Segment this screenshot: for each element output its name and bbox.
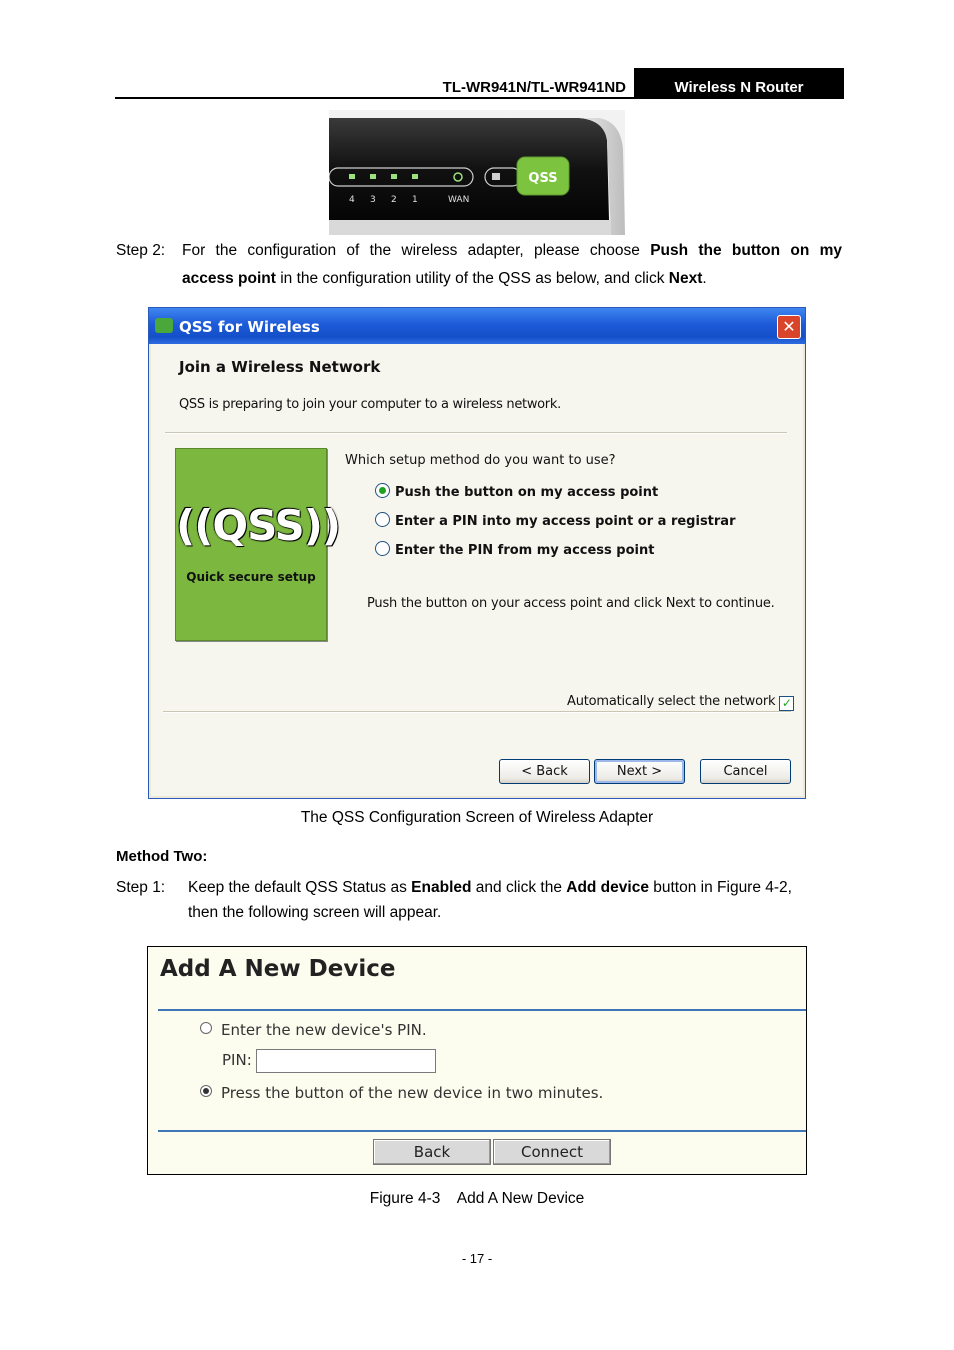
radio-push-button[interactable] [375,483,658,500]
radio-icon[interactable] [375,512,390,527]
auto-select-checkbox[interactable] [567,694,794,711]
qss-body [151,344,803,796]
step2-line1 [182,237,842,265]
radio-enter-pin-ap-label: Enter the PIN from my access point [395,543,655,558]
connect-button[interactable]: Connect [493,1139,611,1165]
add-device-divider-bottom [158,1130,806,1132]
cancel-button[interactable]: Cancel [700,759,791,784]
qss-logo-caption: Quick secure setup [186,570,316,584]
radio-press-button[interactable] [200,1084,603,1102]
qss-divider-bottom [163,711,791,713]
radio-enter-pin-ap[interactable] [375,541,654,558]
port-label-2: 2 [391,195,397,205]
qss-subheading: QSS is preparing to join your computer to a wireless network. [179,397,561,412]
qss-divider-top [165,432,787,434]
qss-logo: ((QSS)) [176,501,341,550]
radio-enter-pin-label: Enter the new device's PIN. [221,1021,427,1039]
step2-bold-push: Push the button on my [650,242,842,259]
header-rule [115,97,844,99]
checkbox-checked-icon[interactable]: ✓ [779,696,794,711]
radio-enter-pin-registrar[interactable] [375,512,736,529]
step1-bold-enabled: Enabled [411,879,472,896]
step1-label: Step 1: [116,879,166,896]
close-icon[interactable]: ✕ [777,315,801,339]
step1-line2: then the following screen will appear. [188,904,442,921]
header-model: TL-WR941N/TL-WR941ND [442,79,626,96]
qss-app-icon [155,318,173,333]
add-device-title: Add A New Device [160,956,396,982]
port-label-wan: WAN [448,195,470,205]
step2-bold-next: Next [668,270,703,287]
back-button[interactable]: < Back [499,759,590,784]
radio-icon[interactable] [200,1022,212,1034]
radio-press-button-label: Press the button of the new device in two minutes. [221,1084,604,1102]
router-front-panel-image [329,110,625,235]
qss-dialog [148,307,806,799]
page-number: - 17 - [461,1251,493,1266]
caption-figure-4-3: Figure 4-3 Add A New Device [369,1190,585,1207]
qss-hint: Push the button on your access point and click Next to continue. [367,596,775,611]
port-label-3: 3 [370,195,376,205]
method-two-heading: Method Two: [116,848,208,865]
step2-text: For the configuration of the wireless adapter, please choose [182,242,651,259]
radio-enter-pin-registrar-label: Enter a PIN into my access point or a registrar [395,514,736,529]
header-product: Wireless N Router [634,68,844,99]
step1-text-a: Keep the default QSS Status as [188,879,412,896]
caption-qss: The QSS Configuration Screen of Wireless Adapter [300,809,654,826]
port-label-4: 4 [349,195,355,205]
back-button[interactable]: Back [373,1139,491,1165]
qss-title: QSS for Wireless [179,318,320,336]
step2-bold-access: access point [182,270,276,287]
qss-heading: Join a Wireless Network [179,358,381,376]
auto-select-label: Automatically select the network [567,694,776,709]
pin-label: PIN: [222,1051,252,1069]
port-label-1: 1 [412,195,418,205]
lock-icon [492,173,500,180]
step1-text-c: and click the [471,879,567,896]
radio-enter-pin[interactable] [200,1021,427,1039]
step1-bold-add-device: Add device [566,879,649,896]
step2-text-2: in the configuration utility of the QSS as below, and click [275,270,669,287]
pin-input[interactable] [256,1049,436,1073]
step2-line2 [182,265,707,293]
step1-line1 [188,879,792,897]
radio-selected-icon[interactable] [375,483,390,498]
next-button[interactable]: Next > [594,759,685,784]
qss-logo-panel [175,448,341,641]
qss-question: Which setup method do you want to use? [345,453,616,468]
radio-push-button-label: Push the button on my access point [395,485,659,500]
radio-selected-icon[interactable] [200,1085,212,1097]
step1-text-e: button in Figure 4-2, [648,879,792,896]
qss-titlebar [149,308,805,344]
radio-icon[interactable] [375,541,390,556]
step2-label: Step 2: [116,242,166,259]
step2-period: . [702,270,707,287]
qss-button-label: QSS [528,171,558,186]
add-device-panel [147,946,807,1175]
add-device-divider-top [158,1009,806,1011]
